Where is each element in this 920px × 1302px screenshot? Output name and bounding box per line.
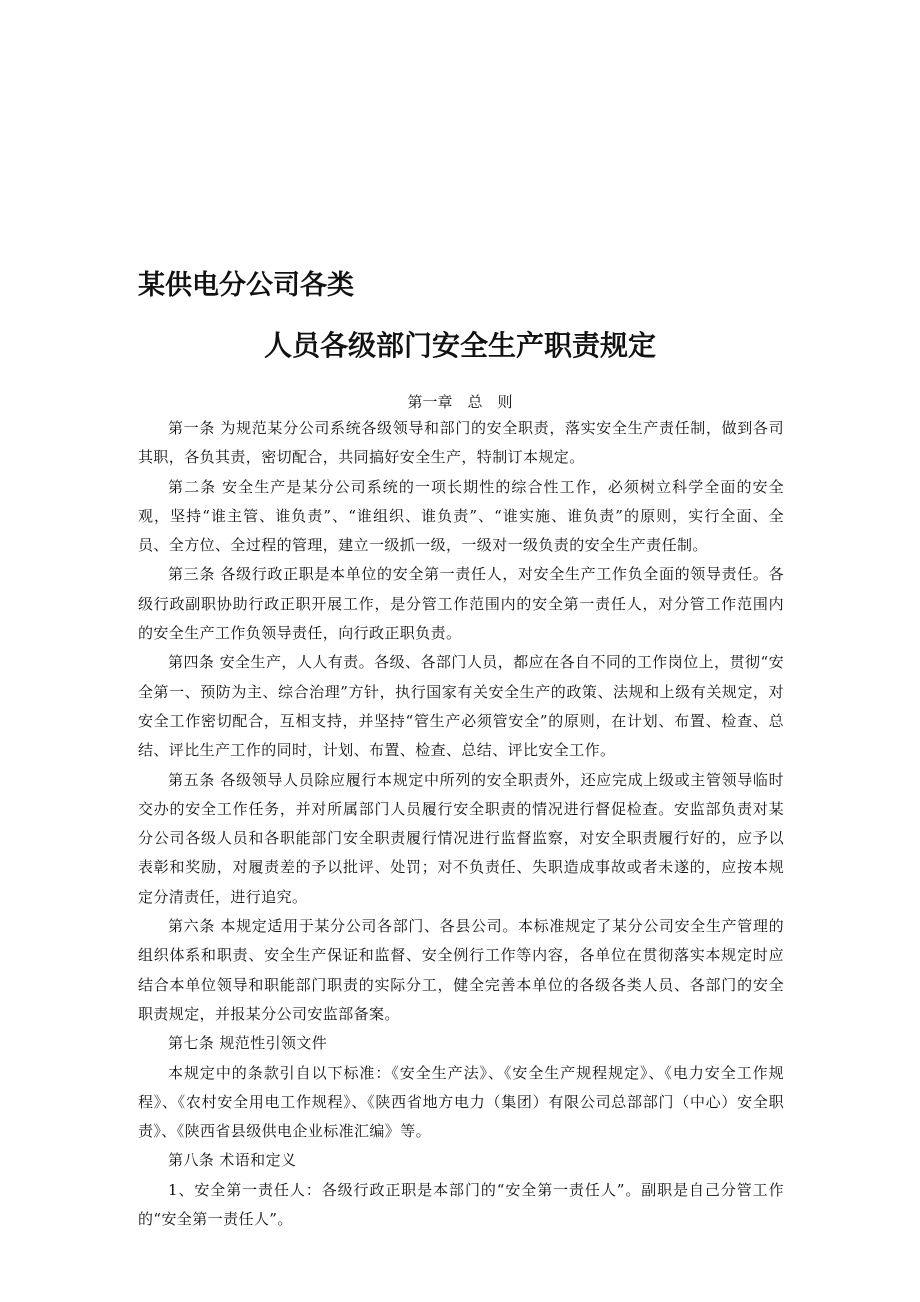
article-2-paragraph: 第二条 安全生产是某分公司系统的一项长期性的综合性工作，必须树立科学全面的安全观，坚持“谁主管、谁负责”、“谁组织、谁负责”、“谁实施、谁负责”的原则，实行全面、全员、全方位、全过程的管理，建立一级抓一级，一级对一级负责的安全生产责任制。: [138, 477, 784, 555]
article-1-paragraph: 第一条 为规范某分公司系统各级领导和部门的安全职责，落实安全生产责任制，做到各司其职，各负其责，密切配合，共同搞好安全生产，特制订本规定。: [138, 419, 784, 467]
document-title-line-1: 某供电分公司各类: [138, 270, 354, 301]
article-5-paragraph: 第五条 各级领导人员除应履行本规定中所列的安全职责外，还应完成上级或主管领导临时交办的安全工作任务，并对所属部门人员履行安全职责的情况进行督促检查。安监部负责对某分公司各级人员和各职能部门安全职责履行情况进行监督监察，对安全职责履行好的，应予以表彰和奖励，对履责差的予以批评、处罚；对不负责任、失职造成事故或者未遂的，应按本规定分清责任，进行追究。: [138, 770, 784, 906]
article-7-paragraph: 本规定中的条款引自以下标准：《安全生产法》、《安全生产规程规定》、《电力安全工作规程》、《农村安全用电工作规程》、《陕西省地方电力（集团）有限公司总部部门（中心）安全职责》、《陕西省县级供电企业标准汇编》等。: [138, 1063, 784, 1141]
article-6-paragraph: 第六条 本规定适用于某分公司各部门、各县公司。本标准规定了某分公司安全生产管理的组织体系和职责、安全生产保证和监督、安全例行工作等内容，各单位在贯彻落实本规定时应结合本单位领导和职能部门职责的实际分工，健全完善本单位的各级各类人员、各部门的安全职责规定，并报某分公司安监部备案。: [138, 917, 784, 1023]
document-body: [138, 414, 784, 1234]
article-3-paragraph: 第三条 各级行政正职是本单位的安全第一责任人，对安全生产工作负全面的领导责任。各级行政副职协助行政正职开展工作，是分管工作范围内的安全第一责任人，对分管工作范围内的安全生产工作负领导责任，向行政正职负责。: [138, 565, 784, 643]
definition-1-paragraph: 1、安全第一责任人：各级行政正职是本部门的“安全第一责任人”。副职是自己分管工作的“安全第一责任人”。: [138, 1180, 784, 1229]
article-8-heading: 第八条 术语和定义: [168, 1151, 297, 1170]
document-title-line-2: 人员各级部门安全生产职责规定: [263, 329, 656, 362]
chapter-heading: 第一章 总 则: [407, 393, 513, 411]
article-7-heading: 第七条 规范性引领文件: [168, 1034, 328, 1053]
article-4-paragraph: 第四条 安全生产，人人有责。各级、各部门人员，都应在各自不同的工作岗位上，贯彻“安全第一、预防为主、综合治理”方针，执行国家有关安全生产的政策、法规和上级有关规定，对安全工作密切配合，互相支持，并坚持“管生产必须管安全”的原则，在计划、布置、检查、总结、评比生产工作的同时，计划、布置、检查、总结、评比安全工作。: [138, 653, 784, 760]
